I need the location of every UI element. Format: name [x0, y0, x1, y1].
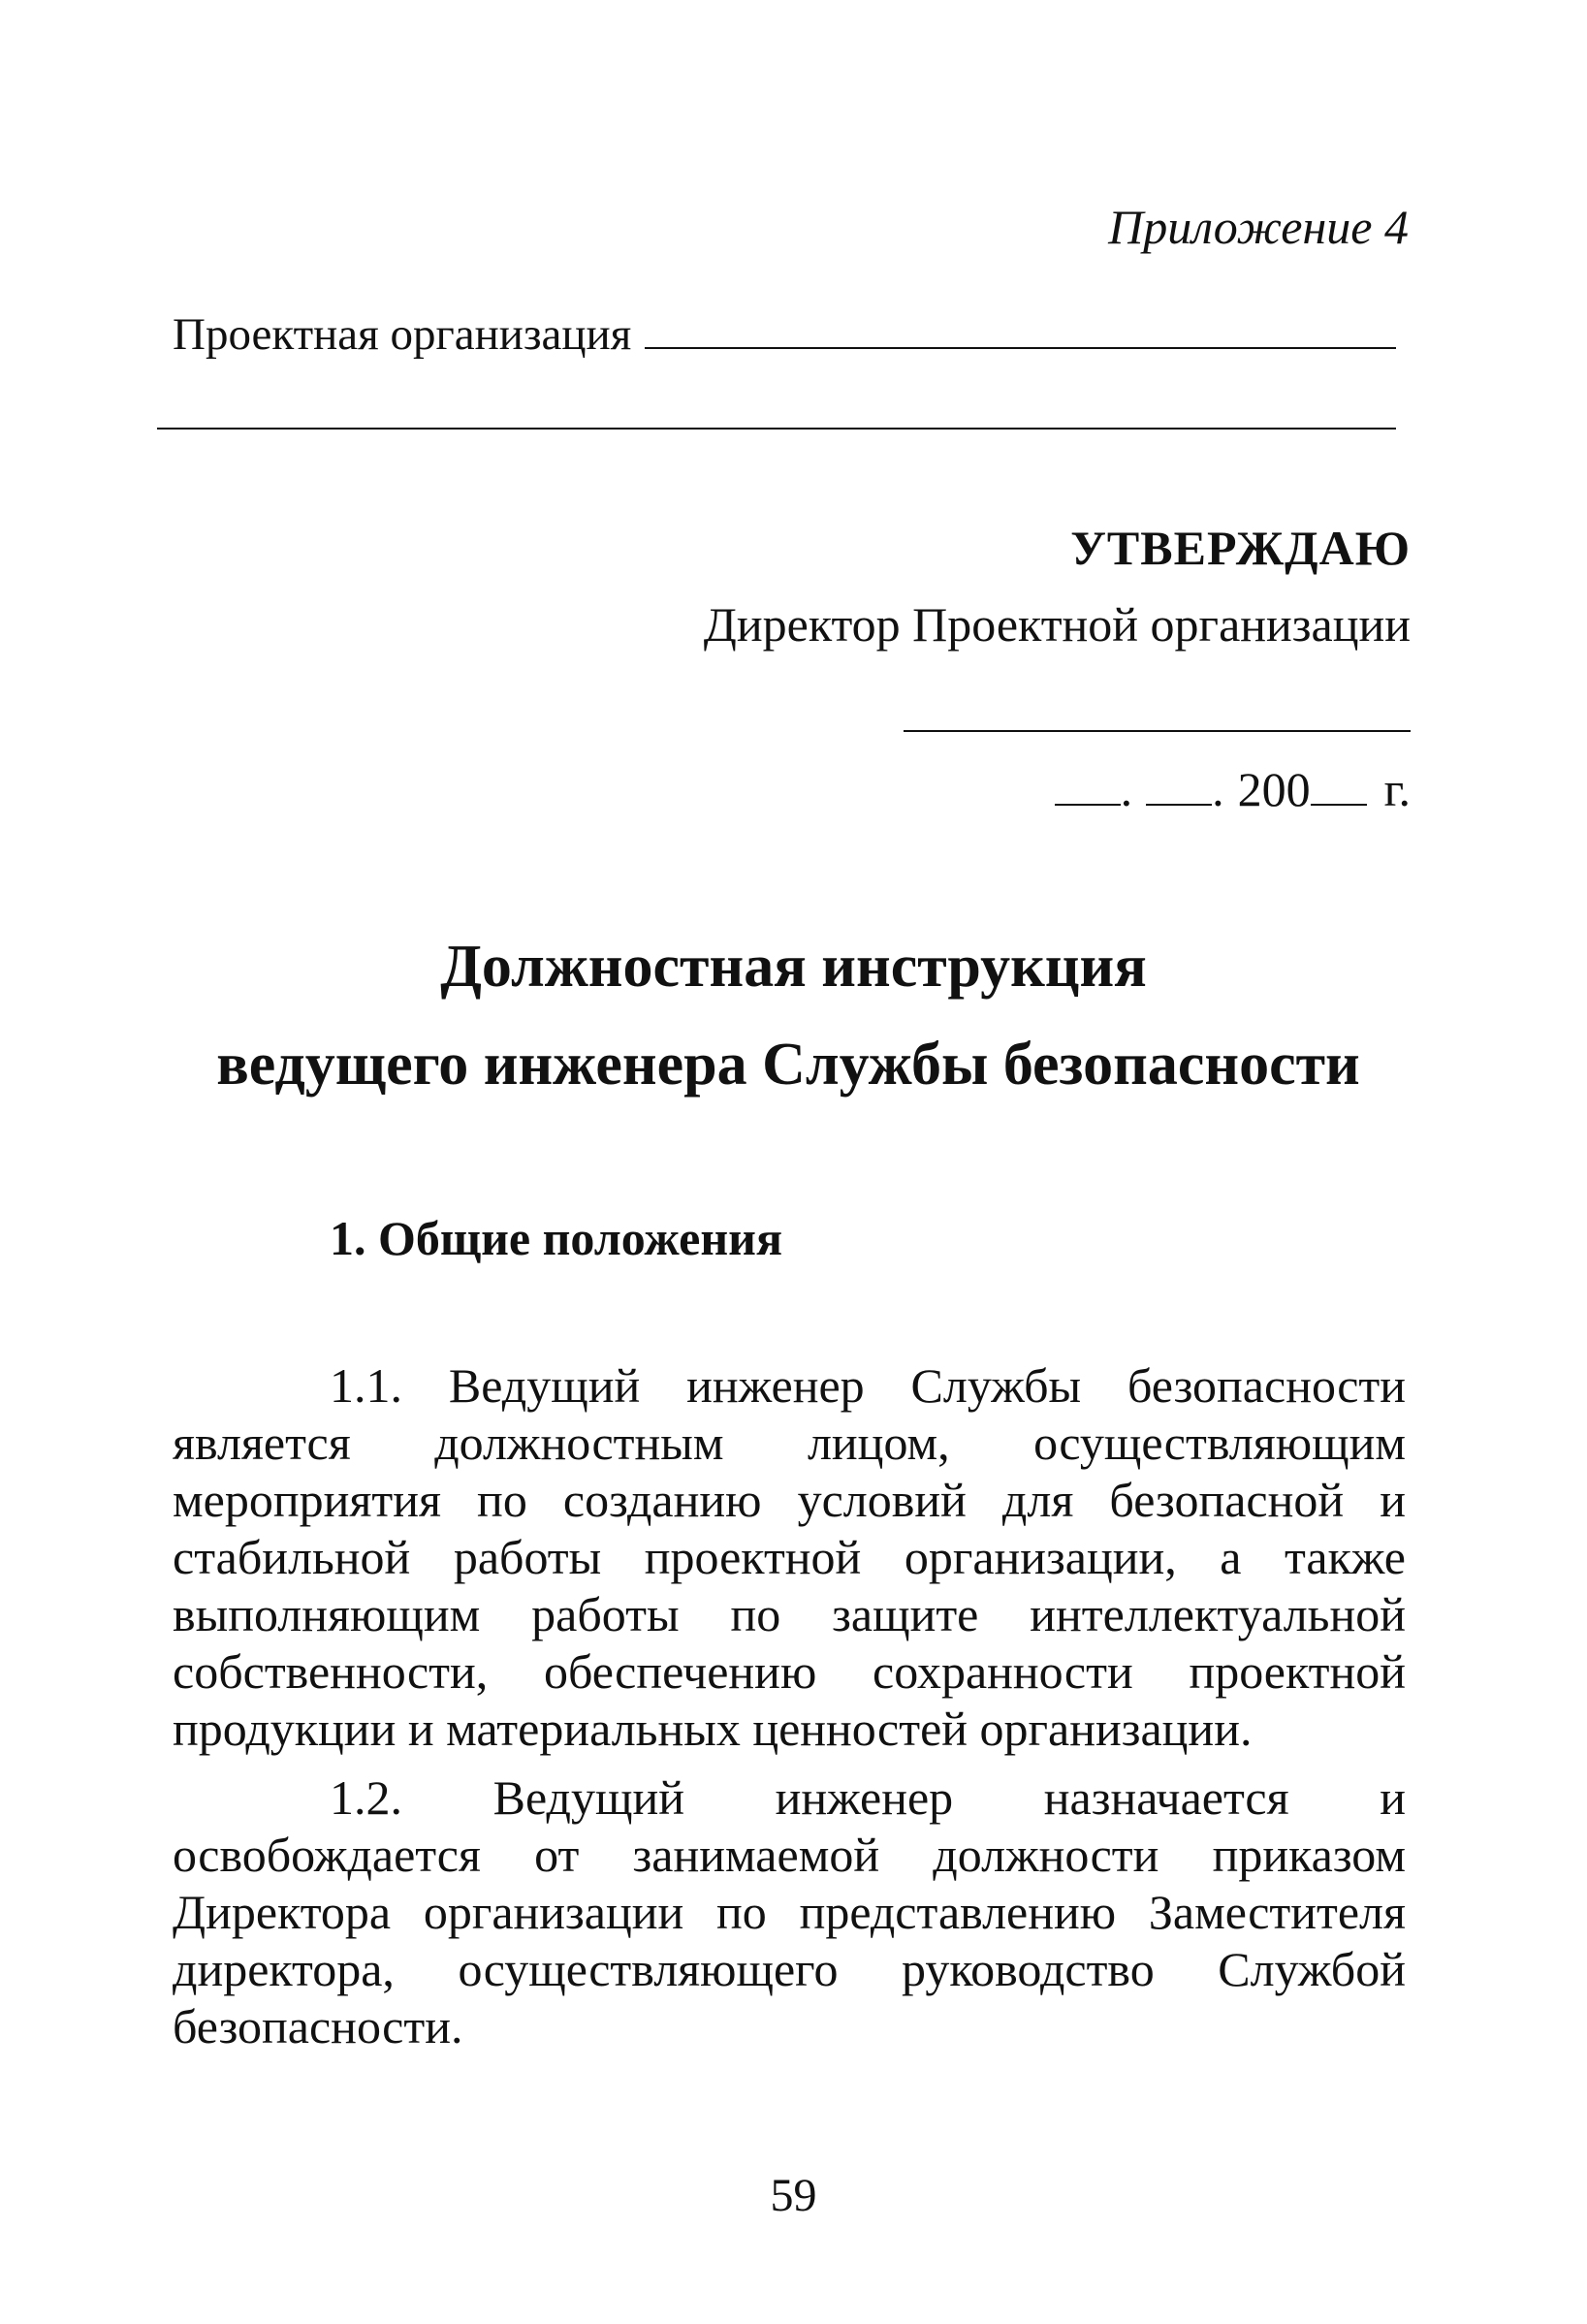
director-title: Директор Проектной организации	[703, 597, 1411, 652]
appendix-label: Приложение 4	[1108, 200, 1409, 254]
date-suffix: г.	[1383, 762, 1411, 816]
document-title-line-1: Должностная инструкция	[440, 934, 1147, 1000]
date-separator-1: .	[1120, 762, 1133, 816]
organization-fill-line	[645, 308, 1396, 349]
organization-field	[173, 308, 1396, 361]
date-year-blank	[1311, 767, 1367, 806]
section-heading: 1. Общие положения	[330, 1211, 783, 1265]
date-month-blank	[1146, 767, 1212, 806]
date-year-prefix: 200	[1237, 762, 1311, 816]
date-separator-2: .	[1212, 762, 1224, 816]
document-title-line-2: ведущего инженера Службы безопасности	[216, 1032, 1360, 1098]
page-number: 59	[770, 2170, 817, 2221]
date-day-blank	[1055, 767, 1121, 806]
approval-heading: УТВЕРЖДАЮ	[1070, 521, 1411, 575]
paragraph: 1.1. Ведущий инженер Службы безопасности является должностным лицом, осуществляющим мероприятия по созданию условий для безопасной и стабильной работы проектной организации, а также выполняющим работы по защите интеллектуальной собственности, обеспечению сохранности проектной продукции и материальных ценностей организации.	[173, 1358, 1406, 1756]
organization-label: Проектная организация	[173, 309, 632, 360]
signature-line	[904, 730, 1411, 732]
organization-fill-line-2	[157, 428, 1396, 430]
paragraph: 1.2. Ведущий инженер назначается и освобождается от занимаемой должности приказом Директора организации по представлению Заместителя директора, осуществляющего руководство Службой безопасности.	[173, 1770, 1406, 2053]
approval-date	[1055, 761, 1411, 817]
